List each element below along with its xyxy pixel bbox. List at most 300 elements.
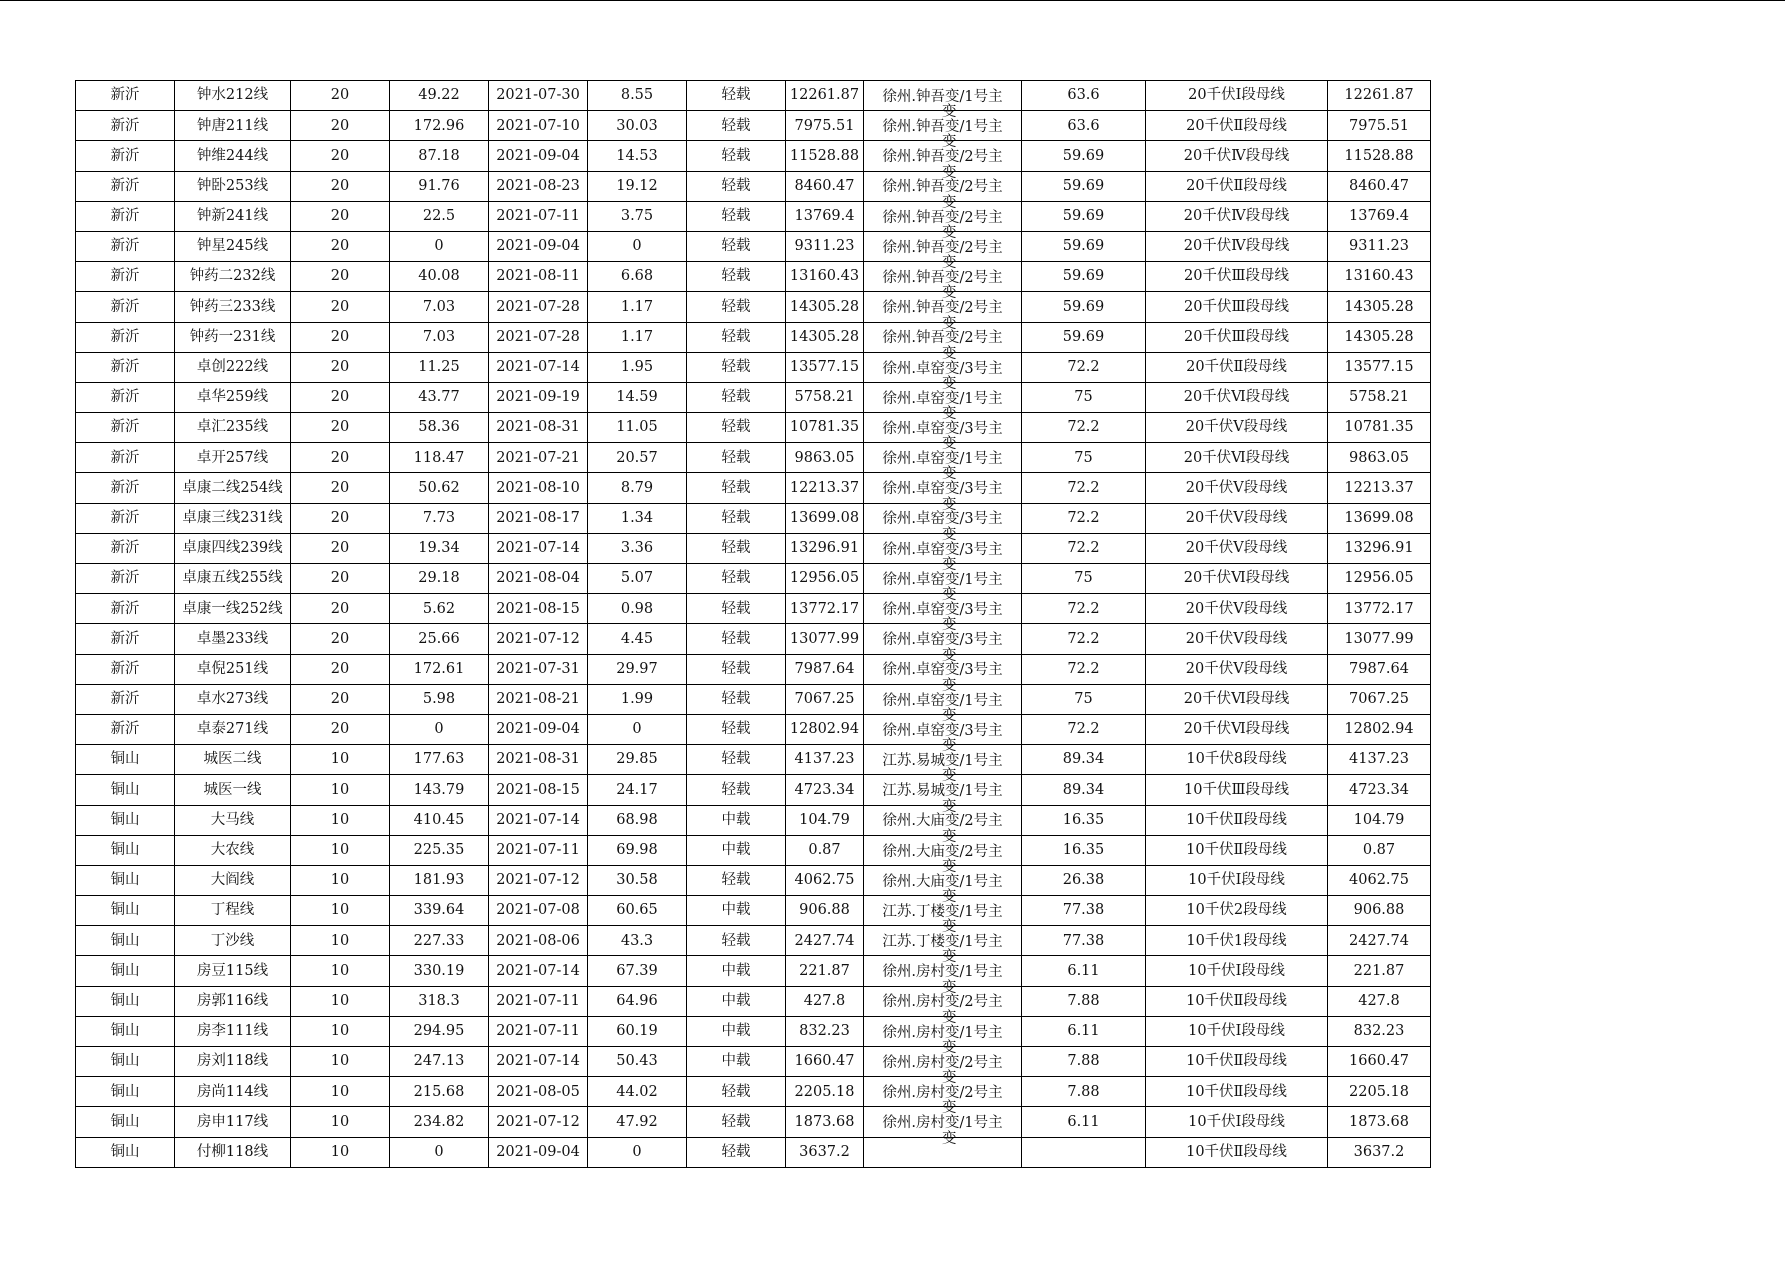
cell-capacity: 4062.75: [786, 865, 864, 895]
cell-available-capacity: 12802.94: [1328, 714, 1431, 744]
cell-region: 铜山: [76, 1016, 175, 1046]
cell-voltage: 20: [291, 443, 390, 473]
cell-substation: 徐州.卓窑变/3号主 变: [864, 413, 1022, 443]
cell-date: 2021-07-14: [489, 1047, 588, 1077]
cell-region: 新沂: [76, 654, 175, 684]
cell-bus-section: 10千伏8段母线: [1146, 745, 1328, 775]
table-body: [76, 81, 1431, 1168]
cell-voltage: 10: [291, 1047, 390, 1077]
cell-current: 118.47: [390, 443, 489, 473]
cell-line-name: 卓开257线: [175, 443, 291, 473]
cell-region: 新沂: [76, 624, 175, 654]
cell-line-name: 卓创222线: [175, 352, 291, 382]
cell-load-status: 轻载: [687, 141, 786, 171]
cell-line-name: 卓倪251线: [175, 654, 291, 684]
cell-capacity: 12261.87: [786, 81, 864, 111]
cell-substation: 徐州.卓窑变/3号主 变: [864, 654, 1022, 684]
cell-load-rate: 64.96: [588, 986, 687, 1016]
cell-date: 2021-08-06: [489, 926, 588, 956]
cell-transformer-load: 72.2: [1022, 624, 1146, 654]
cell-transformer-load: 63.6: [1022, 111, 1146, 141]
cell-line-name: 卓汇235线: [175, 413, 291, 443]
cell-load-rate: 14.59: [588, 382, 687, 412]
cell-capacity: 13577.15: [786, 352, 864, 382]
cell-available-capacity: 2205.18: [1328, 1077, 1431, 1107]
cell-available-capacity: 832.23: [1328, 1016, 1431, 1046]
cell-load-status: 轻载: [687, 594, 786, 624]
cell-substation: 徐州.钟吾变/2号主 变: [864, 201, 1022, 231]
cell-line-name: 钟水212线: [175, 81, 291, 111]
cell-region: 新沂: [76, 201, 175, 231]
cell-load-rate: 29.97: [588, 654, 687, 684]
cell-load-rate: 20.57: [588, 443, 687, 473]
cell-current: 247.13: [390, 1047, 489, 1077]
cell-load-status: 轻载: [687, 564, 786, 594]
cell-transformer-load: 72.2: [1022, 413, 1146, 443]
cell-available-capacity: 13296.91: [1328, 533, 1431, 563]
cell-date: 2021-09-04: [489, 1137, 588, 1167]
cell-load-status: 轻载: [687, 775, 786, 805]
table-row: [76, 141, 1431, 171]
table-row: [76, 564, 1431, 594]
table-row: [76, 322, 1431, 352]
cell-voltage: 20: [291, 714, 390, 744]
cell-capacity: 12213.37: [786, 473, 864, 503]
cell-capacity: 0.87: [786, 835, 864, 865]
cell-bus-section: 10千伏Ⅱ段母线: [1146, 986, 1328, 1016]
cell-bus-section: 20千伏Ⅱ段母线: [1146, 171, 1328, 201]
cell-transformer-load: 7.88: [1022, 1047, 1146, 1077]
cell-line-name: 钟药二232线: [175, 262, 291, 292]
cell-bus-section: 20千伏Ⅵ段母线: [1146, 684, 1328, 714]
cell-transformer-load: 89.34: [1022, 775, 1146, 805]
cell-substation: 徐州.房村变/2号主 变: [864, 986, 1022, 1016]
cell-line-name: 房李111线: [175, 1016, 291, 1046]
cell-capacity: 9311.23: [786, 231, 864, 261]
cell-bus-section: 10千伏Ⅰ段母线: [1146, 1016, 1328, 1046]
cell-current: 91.76: [390, 171, 489, 201]
cell-line-name: 大马线: [175, 805, 291, 835]
cell-available-capacity: 12956.05: [1328, 564, 1431, 594]
cell-load-rate: 5.07: [588, 564, 687, 594]
cell-capacity: 13699.08: [786, 503, 864, 533]
cell-available-capacity: 4723.34: [1328, 775, 1431, 805]
cell-capacity: 14305.28: [786, 322, 864, 352]
cell-current: 7.73: [390, 503, 489, 533]
cell-substation: 江苏.丁楼变/1号主 变: [864, 896, 1022, 926]
cell-capacity: 13772.17: [786, 594, 864, 624]
cell-substation: 徐州.钟吾变/1号主 变: [864, 111, 1022, 141]
cell-substation: 徐州.卓窑变/3号主 变: [864, 533, 1022, 563]
cell-load-status: 轻载: [687, 322, 786, 352]
cell-line-name: 卓康二线254线: [175, 473, 291, 503]
cell-load-status: 轻载: [687, 201, 786, 231]
cell-voltage: 20: [291, 684, 390, 714]
cell-load-rate: 1.34: [588, 503, 687, 533]
cell-current: 318.3: [390, 986, 489, 1016]
cell-substation: 徐州.大庙变/2号主 变: [864, 805, 1022, 835]
cell-transformer-load: 59.69: [1022, 322, 1146, 352]
cell-capacity: 10781.35: [786, 413, 864, 443]
cell-available-capacity: 11528.88: [1328, 141, 1431, 171]
cell-transformer-load: 77.38: [1022, 926, 1146, 956]
cell-region: 新沂: [76, 594, 175, 624]
cell-line-name: 钟药三233线: [175, 292, 291, 322]
cell-voltage: 10: [291, 1107, 390, 1137]
cell-voltage: 20: [291, 292, 390, 322]
cell-bus-section: 10千伏Ⅰ段母线: [1146, 1107, 1328, 1137]
cell-region: 铜山: [76, 865, 175, 895]
cell-load-status: 轻载: [687, 533, 786, 563]
cell-available-capacity: 104.79: [1328, 805, 1431, 835]
cell-region: 新沂: [76, 231, 175, 261]
cell-load-rate: 0: [588, 714, 687, 744]
cell-load-rate: 29.85: [588, 745, 687, 775]
cell-voltage: 10: [291, 1016, 390, 1046]
cell-substation: 徐州.房村变/1号主 变: [864, 956, 1022, 986]
cell-load-rate: 1.99: [588, 684, 687, 714]
table-row: [76, 111, 1431, 141]
cell-date: 2021-09-04: [489, 141, 588, 171]
cell-current: 11.25: [390, 352, 489, 382]
cell-line-name: 城医一线: [175, 775, 291, 805]
cell-load-rate: 0: [588, 231, 687, 261]
cell-voltage: 20: [291, 654, 390, 684]
cell-transformer-load: 75: [1022, 564, 1146, 594]
cell-load-status: 轻载: [687, 684, 786, 714]
cell-line-name: 钟维244线: [175, 141, 291, 171]
cell-substation: 徐州.卓窑变/1号主 变: [864, 684, 1022, 714]
cell-substation: 徐州.房村变/2号主 变: [864, 1047, 1022, 1077]
cell-region: 铜山: [76, 986, 175, 1016]
cell-date: 2021-08-31: [489, 745, 588, 775]
cell-available-capacity: 13699.08: [1328, 503, 1431, 533]
cell-bus-section: 10千伏Ⅱ段母线: [1146, 805, 1328, 835]
cell-line-name: 钟卧253线: [175, 171, 291, 201]
cell-load-rate: 0: [588, 1137, 687, 1167]
cell-capacity: 104.79: [786, 805, 864, 835]
cell-date: 2021-07-31: [489, 654, 588, 684]
cell-load-status: 轻载: [687, 865, 786, 895]
cell-available-capacity: 8460.47: [1328, 171, 1431, 201]
cell-load-rate: 60.65: [588, 896, 687, 926]
cell-load-status: 轻载: [687, 352, 786, 382]
cell-bus-section: 10千伏Ⅱ段母线: [1146, 1047, 1328, 1077]
cell-region: 铜山: [76, 956, 175, 986]
cell-substation: 江苏.丁楼变/1号主 变: [864, 926, 1022, 956]
cell-current: 330.19: [390, 956, 489, 986]
cell-bus-section: 20千伏Ⅱ段母线: [1146, 352, 1328, 382]
cell-bus-section: 10千伏1段母线: [1146, 926, 1328, 956]
cell-current: 25.66: [390, 624, 489, 654]
cell-voltage: 20: [291, 81, 390, 111]
cell-line-name: 卓康五线255线: [175, 564, 291, 594]
cell-region: 新沂: [76, 564, 175, 594]
cell-capacity: 832.23: [786, 1016, 864, 1046]
cell-current: 294.95: [390, 1016, 489, 1046]
cell-voltage: 20: [291, 352, 390, 382]
cell-load-status: 轻载: [687, 503, 786, 533]
cell-available-capacity: 221.87: [1328, 956, 1431, 986]
cell-voltage: 20: [291, 533, 390, 563]
cell-voltage: 20: [291, 594, 390, 624]
cell-current: 143.79: [390, 775, 489, 805]
table-row: [76, 81, 1431, 111]
cell-available-capacity: 2427.74: [1328, 926, 1431, 956]
cell-bus-section: 10千伏2段母线: [1146, 896, 1328, 926]
cell-load-status: 轻载: [687, 111, 786, 141]
cell-transformer-load: 59.69: [1022, 262, 1146, 292]
cell-region: 新沂: [76, 81, 175, 111]
cell-load-rate: 19.12: [588, 171, 687, 201]
cell-line-name: 卓康四线239线: [175, 533, 291, 563]
cell-voltage: 20: [291, 111, 390, 141]
cell-region: 铜山: [76, 896, 175, 926]
cell-date: 2021-07-11: [489, 986, 588, 1016]
table-row: [76, 684, 1431, 714]
cell-bus-section: 10千伏Ⅰ段母线: [1146, 956, 1328, 986]
cell-date: 2021-07-28: [489, 322, 588, 352]
cell-date: 2021-07-11: [489, 1016, 588, 1046]
cell-substation: 徐州.钟吾变/1号主 变: [864, 81, 1022, 111]
cell-capacity: 427.8: [786, 986, 864, 1016]
cell-bus-section: 20千伏Ⅴ段母线: [1146, 503, 1328, 533]
cell-voltage: 10: [291, 835, 390, 865]
cell-substation: 徐州.卓窑变/3号主 变: [864, 714, 1022, 744]
cell-transformer-load: 63.6: [1022, 81, 1146, 111]
cell-load-rate: 4.45: [588, 624, 687, 654]
cell-voltage: 10: [291, 896, 390, 926]
cell-voltage: 10: [291, 775, 390, 805]
data-table: [75, 80, 1431, 1168]
table-row: [76, 231, 1431, 261]
cell-load-status: 轻载: [687, 171, 786, 201]
cell-substation: 徐州.卓窑变/3号主 变: [864, 352, 1022, 382]
cell-transformer-load: 26.38: [1022, 865, 1146, 895]
cell-region: 新沂: [76, 473, 175, 503]
cell-load-rate: 6.68: [588, 262, 687, 292]
cell-substation: 徐州.卓窑变/1号主 变: [864, 564, 1022, 594]
cell-capacity: 2205.18: [786, 1077, 864, 1107]
cell-transformer-load: 72.2: [1022, 533, 1146, 563]
cell-line-name: 丁沙线: [175, 926, 291, 956]
cell-line-name: 大阎线: [175, 865, 291, 895]
cell-available-capacity: 9311.23: [1328, 231, 1431, 261]
cell-date: 2021-08-21: [489, 684, 588, 714]
cell-substation: 徐州.卓窑变/1号主 变: [864, 443, 1022, 473]
cell-bus-section: 20千伏Ⅴ段母线: [1146, 413, 1328, 443]
cell-line-name: 卓水273线: [175, 684, 291, 714]
table-row: [76, 262, 1431, 292]
cell-voltage: 10: [291, 805, 390, 835]
table-row: [76, 745, 1431, 775]
cell-available-capacity: 14305.28: [1328, 322, 1431, 352]
cell-capacity: 2427.74: [786, 926, 864, 956]
cell-current: 7.03: [390, 322, 489, 352]
cell-substation: 徐州.卓窑变/3号主 变: [864, 594, 1022, 624]
cell-load-status: 中载: [687, 805, 786, 835]
cell-voltage: 10: [291, 865, 390, 895]
cell-region: 铜山: [76, 775, 175, 805]
cell-region: 新沂: [76, 262, 175, 292]
cell-load-rate: 11.05: [588, 413, 687, 443]
cell-capacity: 12956.05: [786, 564, 864, 594]
cell-transformer-load: 72.2: [1022, 714, 1146, 744]
cell-transformer-load: 75: [1022, 382, 1146, 412]
cell-load-rate: 50.43: [588, 1047, 687, 1077]
cell-load-status: 轻载: [687, 231, 786, 261]
cell-region: 新沂: [76, 141, 175, 171]
cell-date: 2021-07-14: [489, 533, 588, 563]
cell-available-capacity: 13769.4: [1328, 201, 1431, 231]
cell-region: 新沂: [76, 714, 175, 744]
cell-voltage: 20: [291, 262, 390, 292]
table-row: [76, 292, 1431, 322]
cell-transformer-load: 72.2: [1022, 352, 1146, 382]
cell-load-rate: 0.98: [588, 594, 687, 624]
cell-substation: 徐州.钟吾变/2号主 变: [864, 231, 1022, 261]
cell-region: 铜山: [76, 1107, 175, 1137]
table-row: [76, 352, 1431, 382]
cell-transformer-load: 6.11: [1022, 1107, 1146, 1137]
cell-available-capacity: 906.88: [1328, 896, 1431, 926]
cell-capacity: 14305.28: [786, 292, 864, 322]
table-row: [76, 503, 1431, 533]
cell-bus-section: 20千伏Ⅲ段母线: [1146, 292, 1328, 322]
cell-voltage: 20: [291, 171, 390, 201]
cell-transformer-load: 72.2: [1022, 594, 1146, 624]
cell-substation: 徐州.房村变/1号主 变: [864, 1107, 1022, 1137]
cell-capacity: 13160.43: [786, 262, 864, 292]
cell-available-capacity: 10781.35: [1328, 413, 1431, 443]
cell-voltage: 20: [291, 141, 390, 171]
cell-current: 19.34: [390, 533, 489, 563]
cell-current: 5.62: [390, 594, 489, 624]
table-row: [76, 443, 1431, 473]
cell-load-rate: 1.17: [588, 322, 687, 352]
table-row: [76, 956, 1431, 986]
table-row: [76, 835, 1431, 865]
cell-capacity: 11528.88: [786, 141, 864, 171]
cell-load-status: 轻载: [687, 1137, 786, 1167]
cell-load-status: 轻载: [687, 262, 786, 292]
table-row: [76, 473, 1431, 503]
cell-date: 2021-08-10: [489, 473, 588, 503]
cell-bus-section: 20千伏Ⅲ段母线: [1146, 322, 1328, 352]
cell-region: 新沂: [76, 684, 175, 714]
cell-capacity: 906.88: [786, 896, 864, 926]
cell-current: 215.68: [390, 1077, 489, 1107]
cell-transformer-load: 6.11: [1022, 1016, 1146, 1046]
cell-line-name: 钟唐211线: [175, 111, 291, 141]
cell-region: 新沂: [76, 322, 175, 352]
cell-current: 339.64: [390, 896, 489, 926]
cell-date: 2021-07-14: [489, 805, 588, 835]
cell-date: 2021-07-12: [489, 1107, 588, 1137]
cell-substation: 徐州.钟吾变/2号主 变: [864, 322, 1022, 352]
table-row: [76, 986, 1431, 1016]
cell-current: 172.96: [390, 111, 489, 141]
cell-load-status: 中载: [687, 956, 786, 986]
cell-date: 2021-08-11: [489, 262, 588, 292]
cell-capacity: 12802.94: [786, 714, 864, 744]
cell-region: 新沂: [76, 413, 175, 443]
cell-available-capacity: 7067.25: [1328, 684, 1431, 714]
cell-voltage: 20: [291, 624, 390, 654]
cell-current: 0: [390, 1137, 489, 1167]
cell-bus-section: 20千伏Ⅵ段母线: [1146, 714, 1328, 744]
cell-bus-section: 10千伏Ⅲ段母线: [1146, 775, 1328, 805]
cell-transformer-load: 75: [1022, 684, 1146, 714]
cell-load-status: 轻载: [687, 1077, 786, 1107]
cell-region: 铜山: [76, 1047, 175, 1077]
cell-load-status: 中载: [687, 835, 786, 865]
cell-load-status: 轻载: [687, 413, 786, 443]
cell-substation: 徐州.钟吾变/2号主 变: [864, 262, 1022, 292]
cell-substation: 徐州.卓窑变/3号主 变: [864, 503, 1022, 533]
cell-load-status: 轻载: [687, 473, 786, 503]
table-row: [76, 775, 1431, 805]
cell-line-name: 卓华259线: [175, 382, 291, 412]
cell-voltage: 20: [291, 413, 390, 443]
cell-transformer-load: 77.38: [1022, 896, 1146, 926]
table-row: [76, 896, 1431, 926]
cell-region: 铜山: [76, 1137, 175, 1167]
cell-bus-section: 20千伏Ⅴ段母线: [1146, 624, 1328, 654]
cell-load-status: 轻载: [687, 745, 786, 775]
cell-bus-section: 20千伏Ⅴ段母线: [1146, 473, 1328, 503]
cell-capacity: 9863.05: [786, 443, 864, 473]
cell-available-capacity: 5758.21: [1328, 382, 1431, 412]
cell-voltage: 10: [291, 926, 390, 956]
cell-line-name: 大农线: [175, 835, 291, 865]
cell-bus-section: 20千伏Ⅴ段母线: [1146, 533, 1328, 563]
table-row: [76, 413, 1431, 443]
cell-date: 2021-07-10: [489, 111, 588, 141]
cell-bus-section: 10千伏Ⅱ段母线: [1146, 835, 1328, 865]
cell-voltage: 20: [291, 322, 390, 352]
cell-current: 181.93: [390, 865, 489, 895]
table-row: [76, 171, 1431, 201]
cell-date: 2021-07-08: [489, 896, 588, 926]
cell-load-rate: 8.55: [588, 81, 687, 111]
cell-load-status: 中载: [687, 986, 786, 1016]
cell-line-name: 房刘118线: [175, 1047, 291, 1077]
cell-current: 172.61: [390, 654, 489, 684]
cell-transformer-load: 59.69: [1022, 231, 1146, 261]
cell-load-status: 轻载: [687, 624, 786, 654]
cell-bus-section: 20千伏Ⅲ段母线: [1146, 262, 1328, 292]
cell-date: 2021-08-05: [489, 1077, 588, 1107]
cell-available-capacity: 13772.17: [1328, 594, 1431, 624]
cell-load-status: 轻载: [687, 1107, 786, 1137]
table-row: [76, 1137, 1431, 1167]
cell-transformer-load: 16.35: [1022, 805, 1146, 835]
cell-region: 新沂: [76, 171, 175, 201]
cell-transformer-load: 6.11: [1022, 956, 1146, 986]
cell-load-rate: 68.98: [588, 805, 687, 835]
cell-available-capacity: 12213.37: [1328, 473, 1431, 503]
cell-date: 2021-08-23: [489, 171, 588, 201]
cell-substation: 徐州.卓窑变/3号主 变: [864, 624, 1022, 654]
cell-voltage: 20: [291, 201, 390, 231]
cell-voltage: 20: [291, 564, 390, 594]
cell-date: 2021-09-04: [489, 714, 588, 744]
cell-capacity: 7067.25: [786, 684, 864, 714]
cell-transformer-load: 7.88: [1022, 1077, 1146, 1107]
cell-date: 2021-07-21: [489, 443, 588, 473]
cell-load-rate: 69.98: [588, 835, 687, 865]
